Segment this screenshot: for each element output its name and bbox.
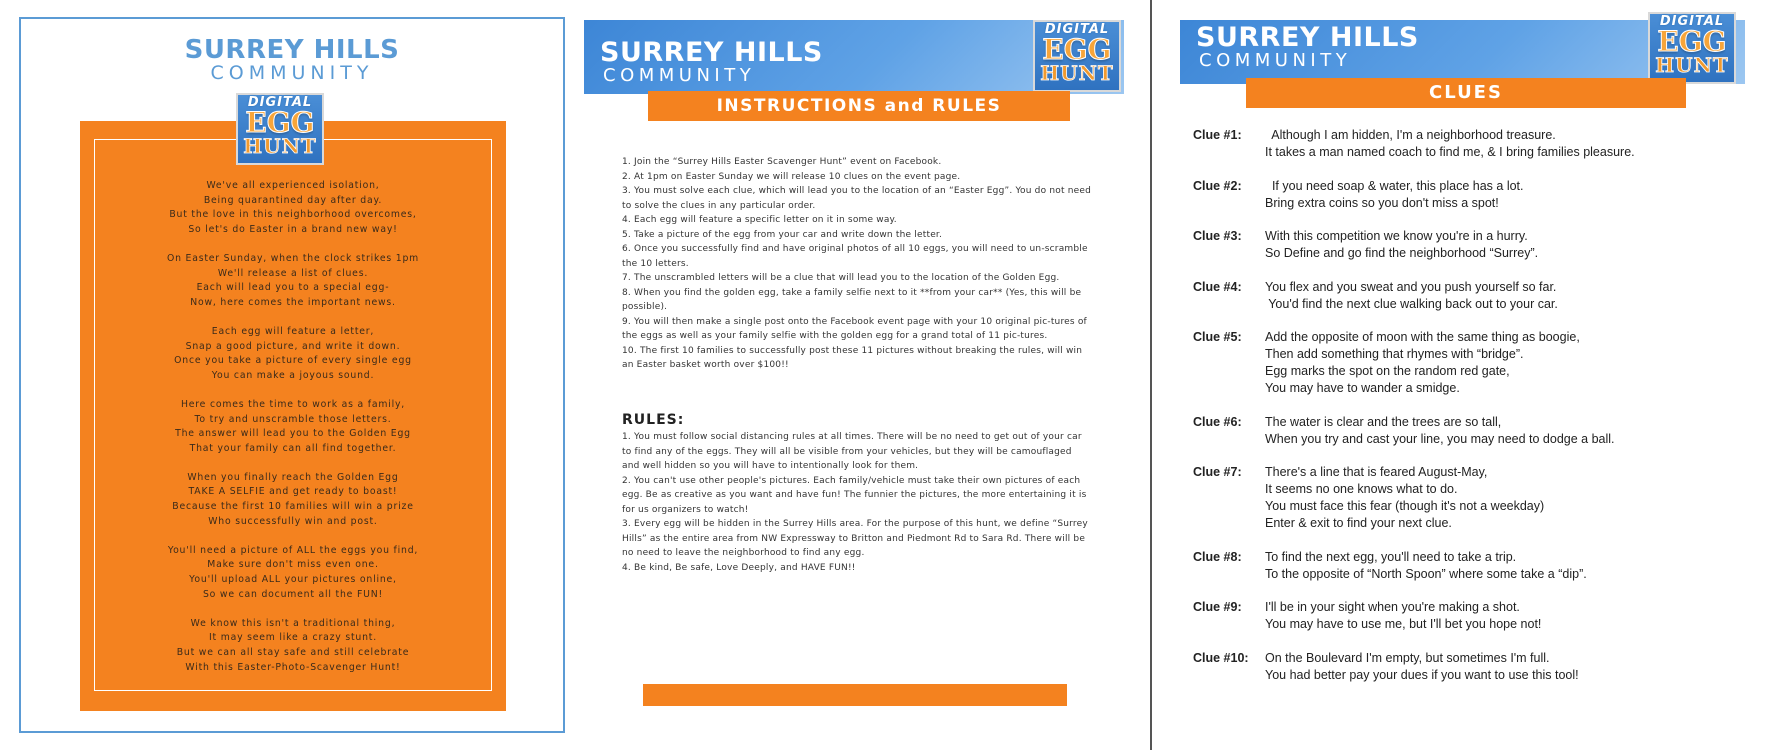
poem-line: On Easter Sunday, when the clock strikes 1pm <box>166 252 420 264</box>
clue-line: I'll be in your sight when you're making a shot. <box>1265 600 1520 614</box>
clue-line: Bring extra coins so you don't miss a spot! <box>1265 195 1499 210</box>
poem-line: Being quarantined day after day. <box>203 194 383 206</box>
clue-text <box>1265 178 1524 212</box>
clue-line: You must face this fear (though it's not a weekday) <box>1265 499 1545 513</box>
poem <box>80 179 506 690</box>
poem-line: Because the first 10 families will win a prize <box>172 501 414 513</box>
poem-line: So let's do Easter in a brand new way! <box>188 223 398 235</box>
clue-label: Clue #8: <box>1193 549 1242 564</box>
poem-line: Each egg will feature a letter, <box>211 325 375 337</box>
poem-line: Make sure don't miss even one. <box>207 559 379 571</box>
clue-line: To find the next egg, you'll need to take a trip. <box>1265 549 1517 564</box>
section-title-bar: INSTRUCTIONS and RULES <box>648 91 1070 121</box>
flyer-title: SURREY HILLS <box>600 37 823 68</box>
poem-line: That your family can all find together. <box>189 442 397 454</box>
clue-text <box>1265 329 1580 397</box>
clue-line: There's a line that is feared August-May, <box>1265 465 1488 479</box>
rule-item: 2. You can't use other people's pictures. Each family/vehicle must take their own pictures of each egg. Be as creative as you want and have fun! The funnier the pictures, the more entertaining it is for us organizers to watch! <box>622 475 1087 515</box>
rule-item: 1. You must follow social distancing rules at all times. There will be no need to get out of your car to find any of the eggs. They will all be visible from your vehicles, but they will be camouflaged and well hidden so you will have to intentionally look for them. <box>622 432 1082 471</box>
rules-list <box>622 430 1092 575</box>
poem-line: So we can document all the FUN! <box>202 588 383 600</box>
clue-label: Clue #2: <box>1193 178 1242 193</box>
clue-item <box>1193 464 1733 532</box>
poem-flyer <box>19 17 565 733</box>
clue-line: It seems no one knows what to do. <box>1265 482 1458 496</box>
egg-hunt-logo <box>1033 20 1121 92</box>
instruction-step: 3. You must solve each clue, which will lead you to the location of an “Easter Egg”. You do not need to solve the clues in any particular order. <box>622 186 1092 211</box>
flyer-title: SURREY HILLS <box>184 35 400 65</box>
clue-text <box>1265 549 1587 583</box>
clue-line: It takes a man named coach to find me, & I bring families pleasure. <box>1265 145 1635 159</box>
instruction-step: 5. Take a picture of the egg from your car and write down the letter. <box>622 229 943 240</box>
section-title-bar: CLUES <box>1246 78 1686 108</box>
flyer-subtitle: COMMUNITY <box>210 62 374 84</box>
rules-heading: RULES: <box>622 412 685 428</box>
poem-line: To try and unscramble those letters. <box>194 413 392 425</box>
flyer-subtitle: COMMUNITY <box>1199 50 1352 71</box>
instruction-step: 7. The unscrambled letters will be a clue that will lead you to the location of the Golden Egg. <box>622 273 1060 283</box>
logo-digital: DIGITAL <box>1044 22 1110 37</box>
poem-line: With this Easter-Photo-Scavenger Hunt! <box>185 661 401 673</box>
clue-text <box>1265 464 1544 532</box>
instruction-step: 9. You will then make a single post onto the Facebook event page with your 10 original pic-tures of the eggs as well as your family selfie with the golden egg for a grand total of 11 pic-tures. <box>622 316 1087 341</box>
clue-item <box>1193 414 1733 448</box>
clue-text <box>1265 127 1635 161</box>
page-divider <box>1150 0 1152 750</box>
clue-label: Clue #5: <box>1193 330 1242 344</box>
poem-line: But we can all stay safe and still celebrate <box>176 647 410 658</box>
instruction-step: 1. Join the “Surrey Hills Easter Scavenger Hunt” event on Facebook. <box>622 157 942 167</box>
poem-stanza <box>80 179 506 237</box>
poem-line: We'll release a list of clues. <box>217 267 369 279</box>
clue-line: So Define and go find the neighborhood “Surrey”. <box>1265 246 1539 260</box>
poem-line: We know this isn't a traditional thing, <box>190 617 396 629</box>
header-banner <box>584 20 1124 94</box>
poem-stanza <box>80 617 506 675</box>
poem-line: You'll need a picture of ALL the eggs you find, <box>167 544 419 556</box>
clue-item <box>1193 650 1733 684</box>
clue-item <box>1193 599 1733 633</box>
logo-hunt: HUNT <box>1655 53 1729 77</box>
poem-line: You can make a joyous sound. <box>211 369 375 381</box>
clue-line: Add the opposite of moon with the same thing as boogie, <box>1265 330 1580 344</box>
poem-line: We've all experienced isolation, <box>206 180 380 191</box>
clue-line: When you try and cast your line, you may need to dodge a ball. <box>1265 431 1615 446</box>
poem-stanza <box>80 325 506 383</box>
poem-line: When you finally reach the Golden Egg <box>187 471 399 483</box>
poem-line: Each will lead you to a special egg- <box>196 282 390 294</box>
logo-egg: EGG <box>1657 25 1727 58</box>
clue-label: Clue #7: <box>1193 465 1242 479</box>
logo-egg: EGG <box>245 106 315 139</box>
clue-label: Clue #6: <box>1193 414 1242 429</box>
poem-stanza <box>80 252 506 310</box>
clue-line: With this competition we know you're in a hurry. <box>1265 229 1528 243</box>
poem-line: You'll upload ALL your pictures online, <box>189 574 397 586</box>
clue-label: Clue #1: <box>1193 128 1242 142</box>
clue-text <box>1265 414 1615 448</box>
clue-line: You'd find the next clue walking back out to your car. <box>1265 296 1558 311</box>
poem-card <box>80 95 506 711</box>
egg-hunt-logo <box>236 93 324 165</box>
clue-line: You had better pay your dues if you want to use this tool! <box>1265 667 1579 682</box>
clue-line: You flex and you sweat and you push yourself so far. <box>1265 279 1557 294</box>
clue-text <box>1265 650 1579 684</box>
poem-line: But the love in this neighborhood overcomes, <box>169 209 417 221</box>
clues-flyer <box>1180 14 1745 750</box>
header-banner <box>1180 14 1745 84</box>
rule-item: 4. Be kind, Be safe, Love Deeply, and HAVE FUN!! <box>622 562 856 573</box>
instruction-step: 4. Each egg will feature a specific letter on it in some way. <box>622 215 897 225</box>
egg-hunt-logo <box>1648 12 1736 84</box>
poem-line: Who successfully win and post. <box>208 515 378 527</box>
poem-line: Now, here comes the important news. <box>190 296 396 308</box>
poem-stanza <box>80 544 506 602</box>
instruction-steps <box>622 155 1092 373</box>
logo-digital: DIGITAL <box>1659 14 1725 29</box>
clue-line: The water is clear and the trees are so tall, <box>1265 414 1502 429</box>
clue-text <box>1265 279 1558 313</box>
clue-item <box>1193 329 1733 397</box>
clue-text <box>1265 228 1538 262</box>
clue-list <box>1193 127 1733 700</box>
flyer-title: SURREY HILLS <box>1196 22 1419 53</box>
instruction-step: 6. Once you successfully find and have original photos of all 10 eggs, you will need to un-scramble the 10 letters. <box>622 244 1088 269</box>
logo-hunt: HUNT <box>1040 61 1114 85</box>
rule-item: 3. Every egg will be hidden in the Surrey Hills area. For the purpose of this hunt, we define “Surrey Hills” as the entire area from NW Expressway to Britton and Piedmont Rd to Sara Rd. There will be no need to leave the neighborhood to find any egg. <box>622 519 1088 558</box>
clue-item <box>1193 127 1733 161</box>
clue-item <box>1193 228 1733 262</box>
clue-line: Although I am hidden, I'm a neighborhood treasure. <box>1265 128 1556 142</box>
poem-line: Once you take a picture of every single egg <box>174 355 412 367</box>
logo-hunt: HUNT <box>243 134 317 158</box>
clue-label: Clue #4: <box>1193 279 1242 294</box>
clue-item <box>1193 279 1733 313</box>
instruction-step: 10. The first 10 families to successfully post these 11 pictures without breaking the rules, will win an Easter basket worth over $100!! <box>622 345 1083 370</box>
poem-line: TAKE A SELFIE and get ready to boast! <box>188 486 398 498</box>
poem-stanza <box>80 471 506 529</box>
instruction-step: 8. When you find the golden egg, take a family selfie next to it **from your car** (Yes, this will be possible). <box>622 287 1082 312</box>
clue-item <box>1193 178 1733 212</box>
poem-line: The answer will lead you to the Golden Egg <box>175 428 411 440</box>
footer-bar <box>643 684 1067 706</box>
clue-line: You may have to use me, but I'll bet you hope not! <box>1265 617 1542 631</box>
clue-text <box>1265 599 1541 633</box>
clue-line: On the Boulevard I'm empty, but sometimes I'm full. <box>1265 650 1550 665</box>
clue-label: Clue #10: <box>1193 650 1249 665</box>
clue-line: You may have to wander a smidge. <box>1265 381 1460 395</box>
poem-line: Here comes the time to work as a family, <box>180 398 406 410</box>
clue-line: To the opposite of “North Spoon” where some take a “dip”. <box>1265 566 1587 581</box>
instruction-step: 2. At 1pm on Easter Sunday we will release 10 clues on the event page. <box>622 171 961 182</box>
logo-digital: DIGITAL <box>247 95 313 110</box>
clue-label: Clue #9: <box>1193 600 1242 614</box>
poem-line: It may seem like a crazy stunt. <box>208 632 378 644</box>
clue-line: Then add something that rhymes with “bridge”. <box>1265 347 1524 361</box>
poem-line: Snap a good picture, and write it down. <box>185 340 401 352</box>
clue-line: If you need soap & water, this place has a lot. <box>1265 178 1524 193</box>
clue-item <box>1193 549 1733 583</box>
poem-stanza <box>80 398 506 456</box>
flyer-subtitle: COMMUNITY <box>603 65 756 86</box>
clue-line: Enter & exit to find your next clue. <box>1265 516 1452 530</box>
logo-egg: EGG <box>1042 33 1112 66</box>
instructions-flyer <box>584 20 1124 750</box>
clue-line: Egg marks the spot on the random red gate, <box>1265 364 1510 378</box>
clue-label: Clue #3: <box>1193 229 1242 243</box>
